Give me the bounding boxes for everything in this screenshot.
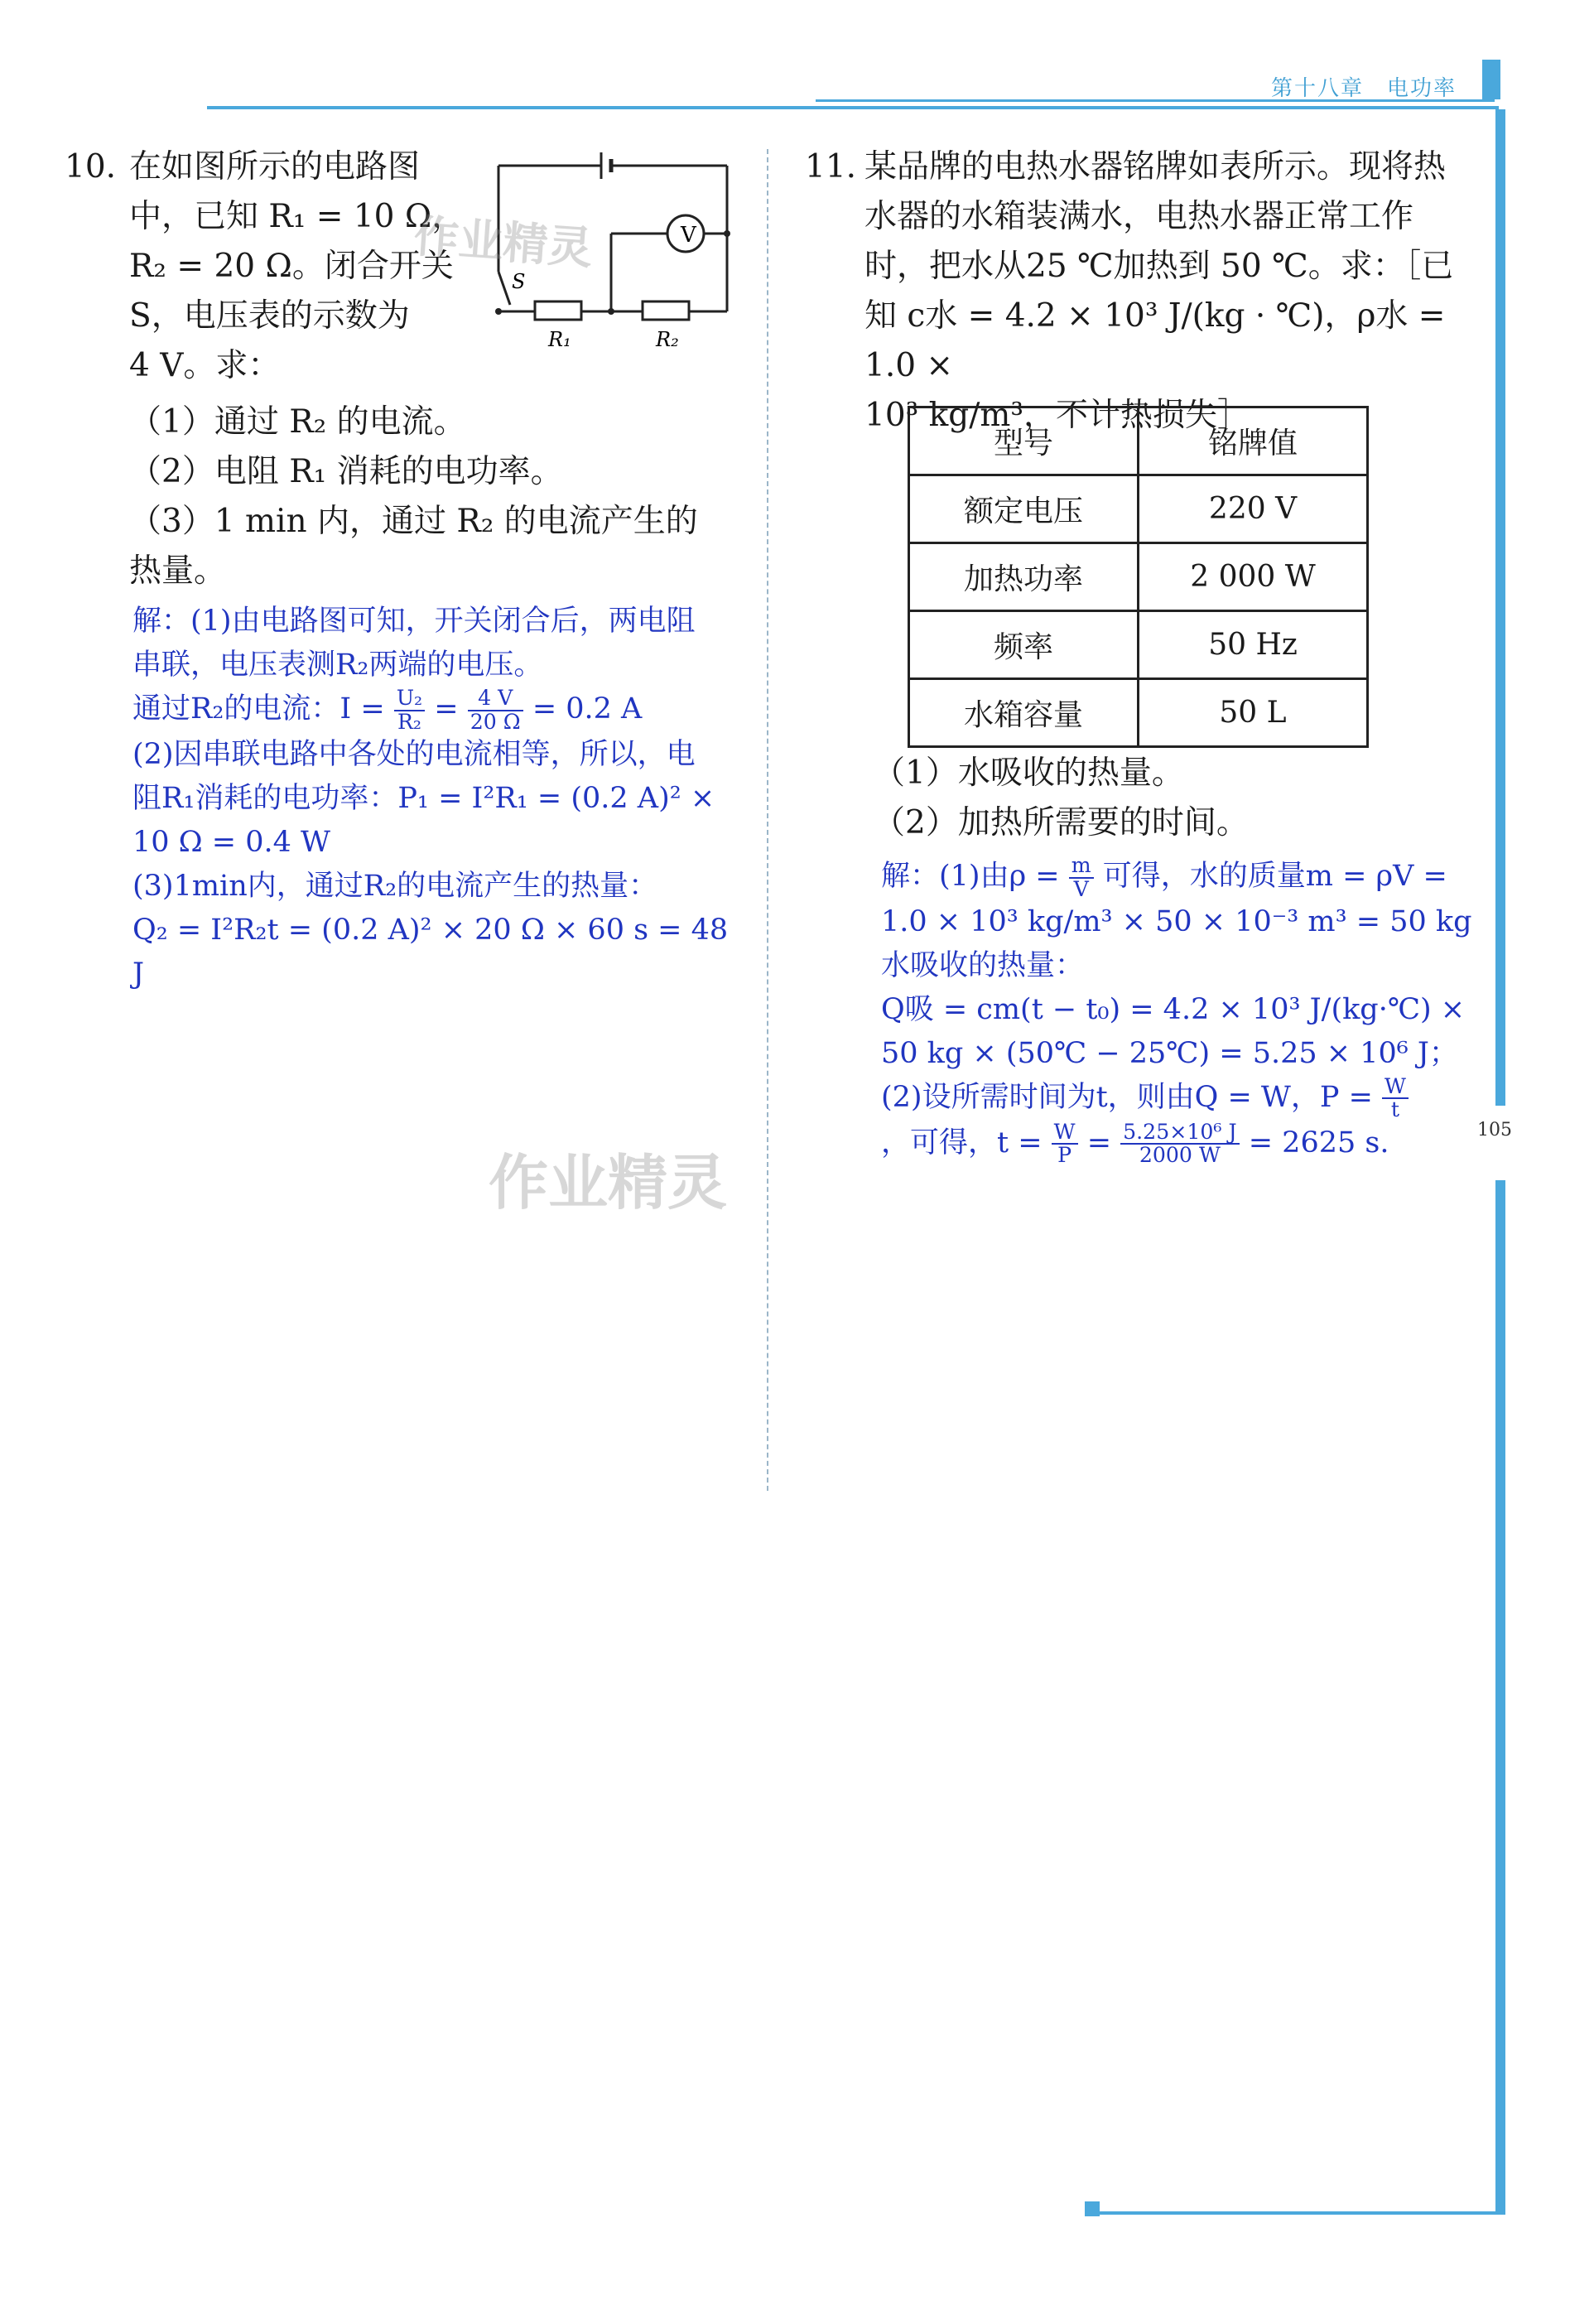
numerator: W: [1052, 1121, 1078, 1145]
denominator: 20 Ω: [470, 709, 521, 734]
fraction: [1382, 1076, 1409, 1121]
voltmeter-label: V: [681, 223, 696, 248]
numerator: 4 V: [468, 687, 523, 711]
q11-answer-text: (2)设所需时间为t，则由Q = W，P =: [881, 1080, 1373, 1114]
fraction: [1069, 855, 1094, 900]
denominator: V: [1073, 876, 1089, 901]
table-header-cell: 铭牌值: [1139, 407, 1368, 475]
q10-stem-line: 4 V。求：: [129, 347, 281, 384]
denominator: t: [1390, 1097, 1400, 1122]
fraction: [1120, 1121, 1239, 1167]
q11-stem: [864, 142, 1477, 441]
side-notch: [1482, 1106, 1505, 1180]
denominator: R₂: [397, 709, 421, 734]
q11-stem-line: 10³ kg/m³，不计热损失］: [864, 397, 1250, 434]
q11-answer-line: 水吸收的热量：: [881, 948, 1085, 982]
q10-answer-text: 通过R₂的电流：I =: [132, 692, 385, 726]
q10-stem: [129, 142, 477, 391]
table-cell: 2 000 W: [1139, 543, 1368, 611]
bottom-rule: [1093, 2211, 1505, 2215]
table-cell: 50 Hz: [1139, 611, 1368, 679]
table-header-row: [909, 407, 1368, 475]
table-row: [909, 543, 1368, 611]
r1-label: R₁: [548, 328, 571, 351]
watermark: 作业精灵: [412, 210, 595, 275]
numerator: U₂: [394, 687, 425, 711]
q10-answer-line: 10 Ω = 0.4 W: [132, 825, 331, 859]
q11-number: 11.: [805, 148, 857, 186]
q10-part: （3）1 min 内，通过 R₂ 的电流产生的: [129, 503, 698, 540]
q10-stem-line: S，电压表的示数为: [129, 297, 410, 335]
header-tab: [1482, 60, 1500, 99]
q11-answer-text: 可得，水的质量m = ρV =: [1102, 860, 1447, 893]
q10-part: （2）电阻 R₁ 消耗的电功率。: [129, 453, 563, 490]
q10-answer: [132, 600, 745, 996]
fraction: [1052, 1121, 1078, 1167]
table-cell: 50 L: [1139, 679, 1368, 747]
q10-part: （1）通过 R₂ 的电流。: [129, 403, 466, 441]
q10-part: 热量。: [129, 552, 227, 590]
q11-answer-text: = 2625 s.: [1248, 1126, 1389, 1160]
q10-answer-line: 串联，电压表测R₂两端的电压。: [132, 649, 543, 682]
table-cell: 频率: [909, 611, 1139, 679]
q11-stem-line: 某品牌的电热水器铭牌如表所示。现将热: [864, 148, 1447, 186]
table-cell: 额定电压: [909, 475, 1139, 543]
q10-answer-line: (2)因串联电路中各处的电流相等，所以，电: [132, 737, 696, 771]
q10-answer-line: 通过R₂的电流：I = $\frac{\text{U₂}}{\text{R₂}}$ = $\frac{4 V}{20 \Omega}$ = 0.2 A: [132, 686, 643, 734]
switch-label: S: [512, 270, 526, 293]
q11-answer: [881, 855, 1477, 1167]
fraction: [394, 687, 425, 733]
q11-parts: [873, 749, 1486, 848]
table-row: [909, 475, 1368, 543]
q11-part: （2）加热所需要的时间。: [873, 804, 1249, 841]
q10-answer-line: (3)1min内，通过R₂的电流产生的热量：: [132, 869, 658, 903]
r2-label: R₂: [656, 328, 679, 351]
table-row: [909, 611, 1368, 679]
chapter-title: 第十八章 电功率: [1271, 76, 1457, 101]
q11-answer-text: 解：(1)由ρ =: [881, 860, 1060, 893]
q10-answer-line: 解：(1)由电路图可知，开关闭合后，两电阻: [132, 605, 696, 638]
q10-stem-line: 中，已知 R₁ = 10 Ω，: [129, 198, 465, 235]
numerator: m: [1069, 855, 1094, 878]
column-divider: [767, 149, 768, 1491]
table-cell: 水箱容量: [909, 679, 1139, 747]
q11-answer-line: ，可得，t = $\frac{W}{P}$ = $\frac{\text{5.25×10⁶ J}}{2000 W}$ = 2625 s.: [881, 1119, 1389, 1168]
q10-stem-line: R₂ = 20 Ω。闭合开关: [129, 248, 454, 285]
q11-answer-text: ，可得，t =: [881, 1126, 1043, 1160]
watermark: 作业精灵: [489, 1148, 728, 1217]
denominator: P: [1057, 1143, 1072, 1168]
q11-stem-line: 时，把水从25 ℃加热到 50 ℃。求：［已: [864, 248, 1454, 285]
nameplate-table: [908, 406, 1369, 748]
q10-stem-line: 在如图所示的电路图: [129, 148, 421, 186]
q11-stem-line: 水器的水箱装满水，电热水器正常工作: [864, 198, 1414, 235]
q10-answer-text: = 0.2 A: [532, 692, 643, 726]
q11-answer-line: [881, 855, 1477, 900]
denominator: 2000 W: [1139, 1143, 1221, 1168]
table-row: [909, 679, 1368, 747]
q11-stem-line: 知 c水 = 4.2 × 10³ J/(kg · ℃)，ρ水 = 1.0 ×: [864, 297, 1446, 384]
header-rule: [207, 106, 1499, 109]
fraction: [468, 687, 523, 733]
page-number: 105: [1477, 1120, 1512, 1140]
q10-answer-line: 阻R₁消耗的电功率：P₁ = I²R₁ = (0.2 A)² ×: [132, 781, 715, 815]
q11-answer-line: [881, 1076, 1477, 1121]
numerator: W: [1382, 1076, 1409, 1099]
q11-answer-line: 50 kg × (50℃ − 25℃) = 5.25 × 10⁶ J；: [881, 1036, 1458, 1070]
q10-answer-line: Q₂ = I²R₂t = (0.2 A)² × 20 Ω × 60 s = 48 J: [132, 913, 729, 991]
q11-answer-line: 1.0 × 10³ kg/m³ × 50 × 10⁻³ m³ = 50 kg: [881, 904, 1472, 938]
q11-part: （1）水吸收的热量。: [873, 755, 1184, 792]
numerator: 5.25×10⁶ J: [1120, 1121, 1239, 1145]
q10-number: 10.: [65, 148, 117, 186]
q11-answer-line: Q吸 = cm(t − t₀) = 4.2 × 10³ J/(kg·℃) ×: [881, 992, 1466, 1026]
table-cell: 加热功率: [909, 543, 1139, 611]
q10-parts: [129, 398, 742, 596]
table-header-cell: 型号: [909, 407, 1139, 475]
table-cell: 220 V: [1139, 475, 1368, 543]
